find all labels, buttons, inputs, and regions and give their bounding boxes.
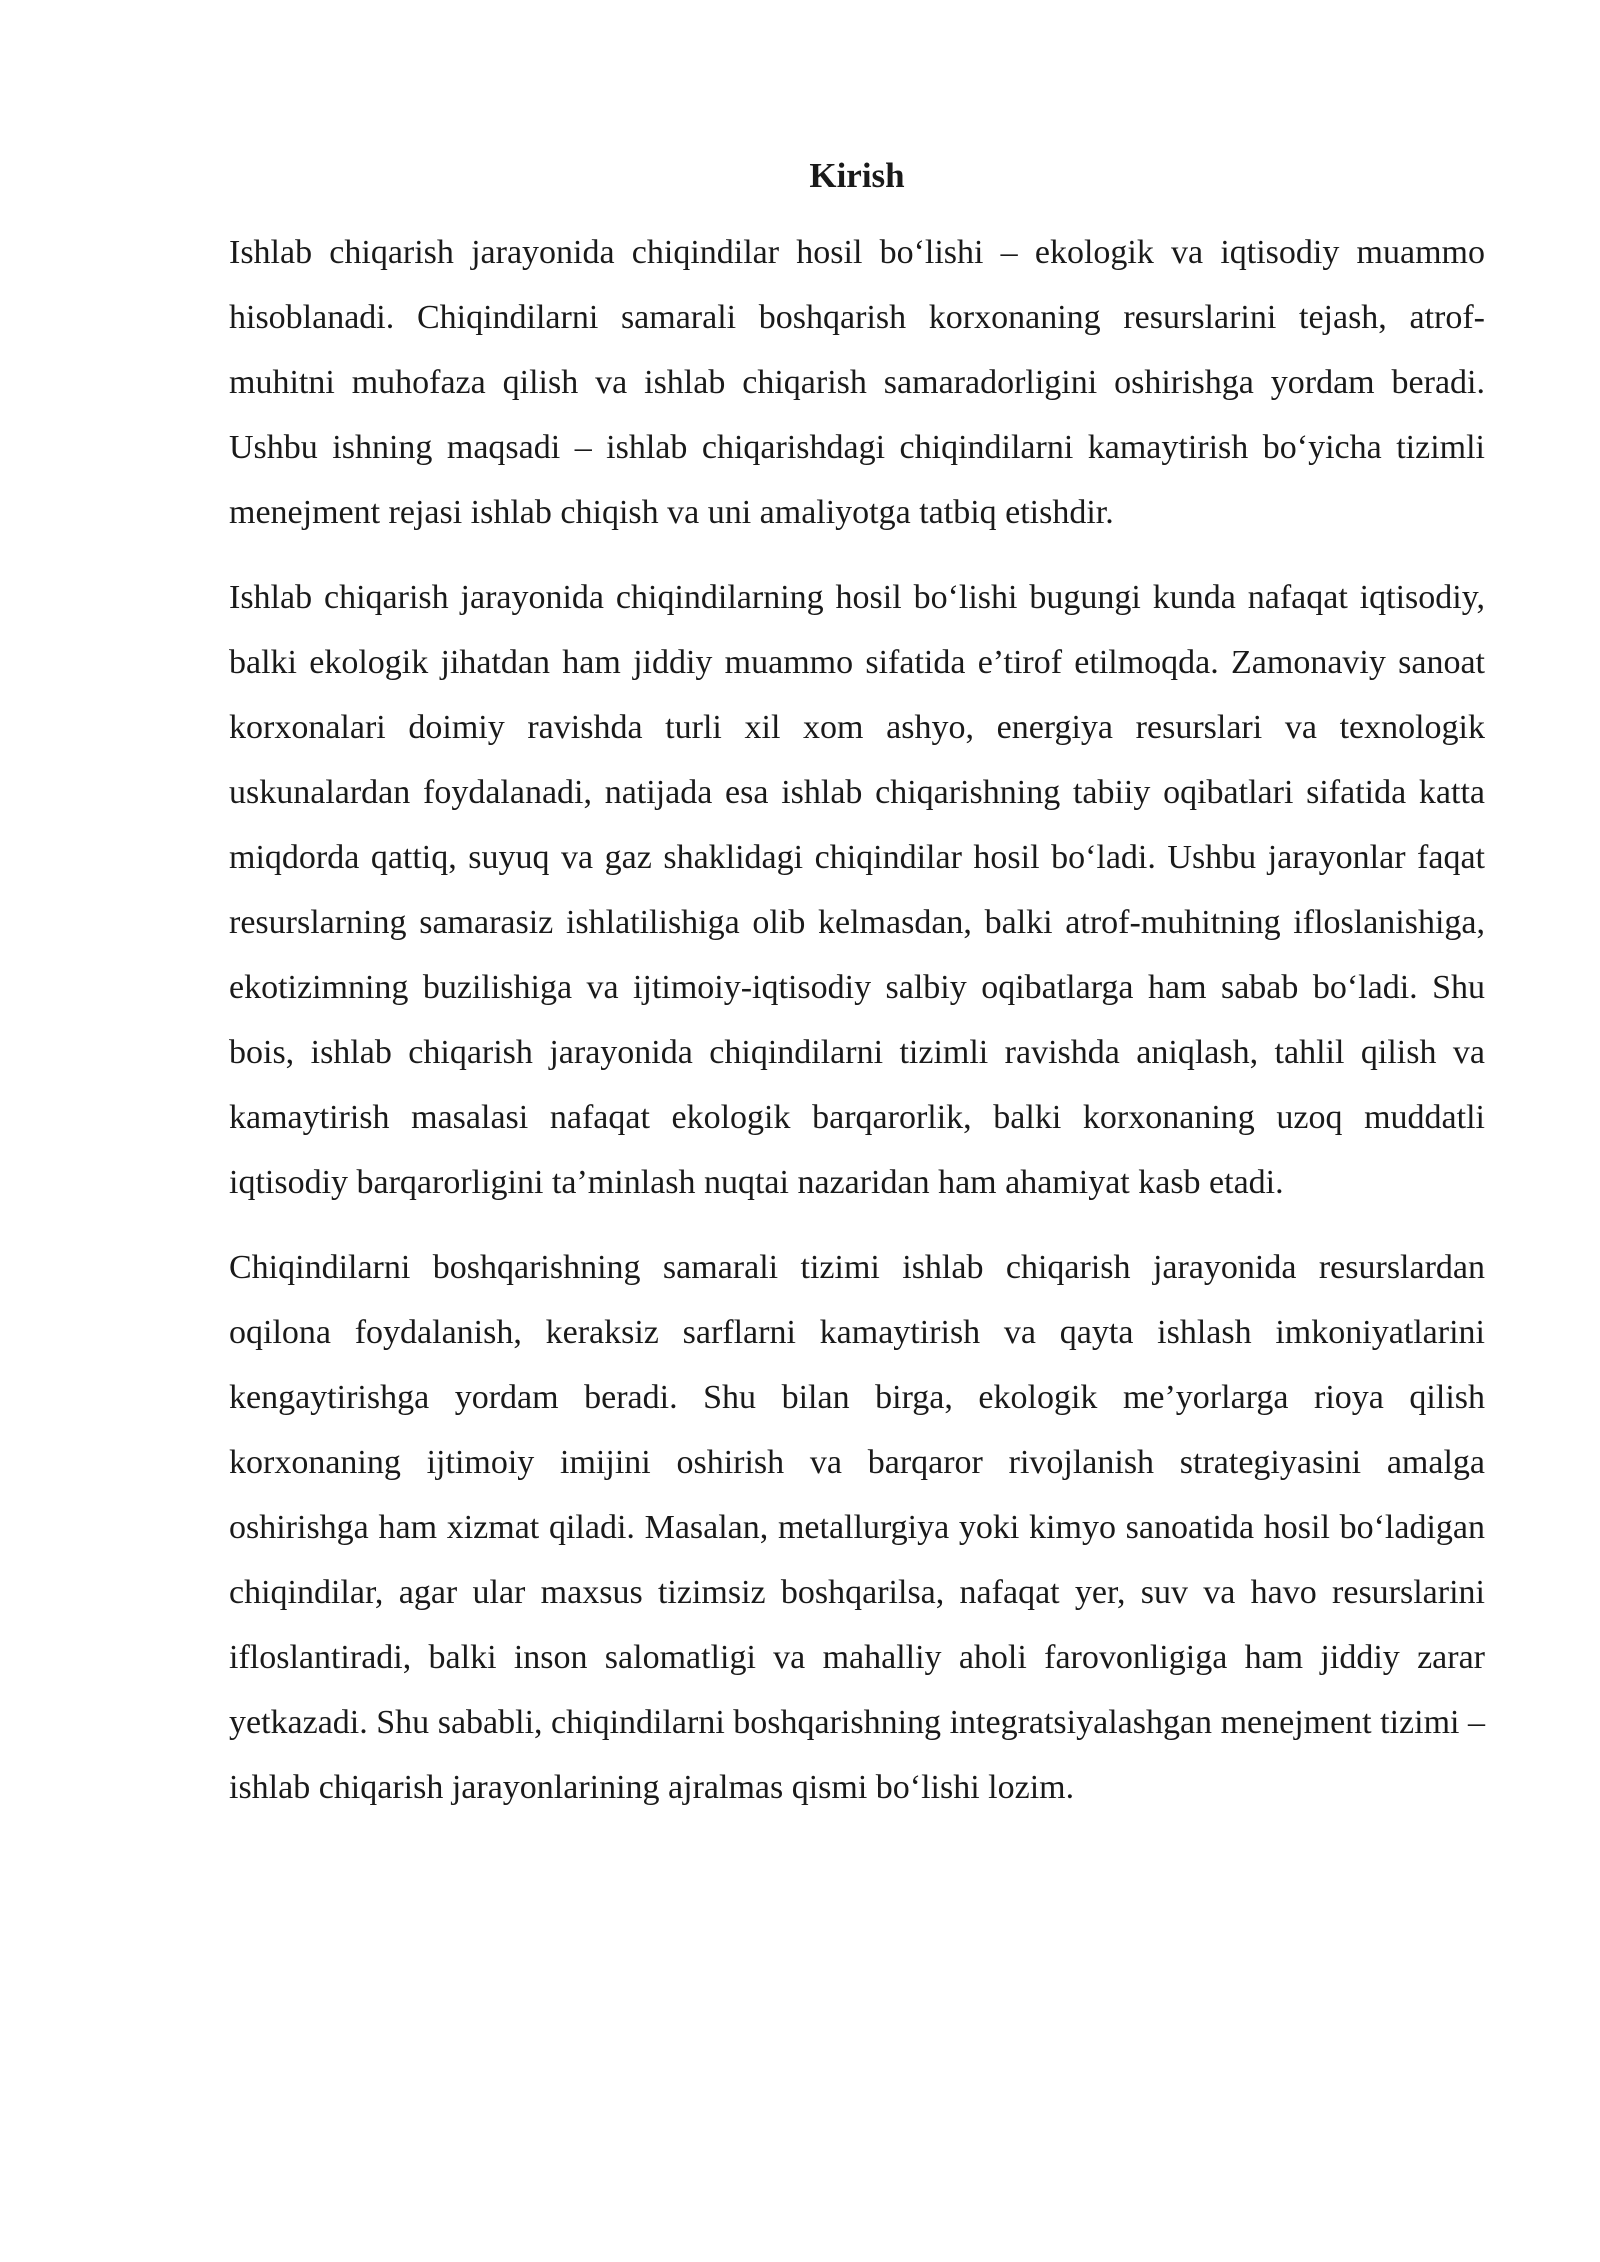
section-title: Kirish: [809, 156, 905, 195]
paragraph-1: Ishlab chiqarish jarayonida chiqindilar hosil bo‘lishi – ekologik va iqtisodiy muammo hisoblanadi. Chiqindilarni samarali boshqarish korxonaning resurslarini tejash, atrof-muhitni muhofaza qilish va ishlab chiqarish samaradorligini oshirishga yordam beradi. Ushbu ishning maqsadi – ishlab chiqarishdagi chiqindilarni kamaytirish bo‘yicha tizimli menejment rejasi ishlab chiqish va uni amaliyotga tatbiq etishdir.: [229, 234, 1485, 531]
paragraph-3: Chiqindilarni boshqarishning samarali tizimi ishlab chiqarish jarayonida resurslardan oqilona foydalanish, keraksiz sarflarni kamaytirish va qayta ishlash imkoniyatlarini kengaytirishga yordam beradi. Shu bilan birga, ekologik me’yorlarga rioya qilish korxonaning ijtimoiy imijini oshirish va barqaror rivojlanish strategiyasini amalga oshirishga ham xizmat qiladi. Masalan, metallurgiya yoki kimyo sanoatida hosil bo‘ladigan chiqindilar, agar ular maxsus tizimsiz boshqarilsa, nafaqat yer, suv va havo resurslarini ifloslantiradi, balki inson salomatligi va mahalliy aholi farovonligiga ham jiddiy zarar yetkazadi. Shu sababli, chiqindilarni boshqarishning integratsiyalashgan menejment tizimi – ishlab chiqarish jarayonlarining ajralmas qismi bo‘lishi lozim.: [229, 1249, 1485, 1806]
paragraph-2: Ishlab chiqarish jarayonida chiqindilarning hosil bo‘lishi bugungi kunda nafaqat iqtisodiy, balki ekologik jihatdan ham jiddiy muammo sifatida e’tirof etilmoqda. Zamonaviy sanoat korxonalari doimiy ravishda turli xil xom ashyo, energiya resurslari va texnologik uskunalardan foydalanadi, natijada esa ishlab chiqarishning tabiiy oqibatlari sifatida katta miqdorda qattiq, suyuq va gaz shaklidagi chiqindilar hosil bo‘ladi. Ushbu jarayonlar faqat resurslarning samarasiz ishlatilishiga olib kelmasdan, balki atrof-muhitning ifloslanishiga, ekotizimning buzilishiga va ijtimoiy-iqtisodiy salbiy oqibatlarga ham sabab bo‘ladi. Shu bois, ishlab chiqarish jarayonida chiqindilarni tizimli ravishda aniqlash, tahlil qilish va kamaytirish masalasi nafaqat ekologik barqarorlik, balki korxonaning uzoq muddatli iqtisodiy barqarorligini ta’minlash nuqtai nazaridan ham ahamiyat kasb etadi.: [229, 579, 1485, 1201]
document-body: [229, 150, 1485, 1840]
